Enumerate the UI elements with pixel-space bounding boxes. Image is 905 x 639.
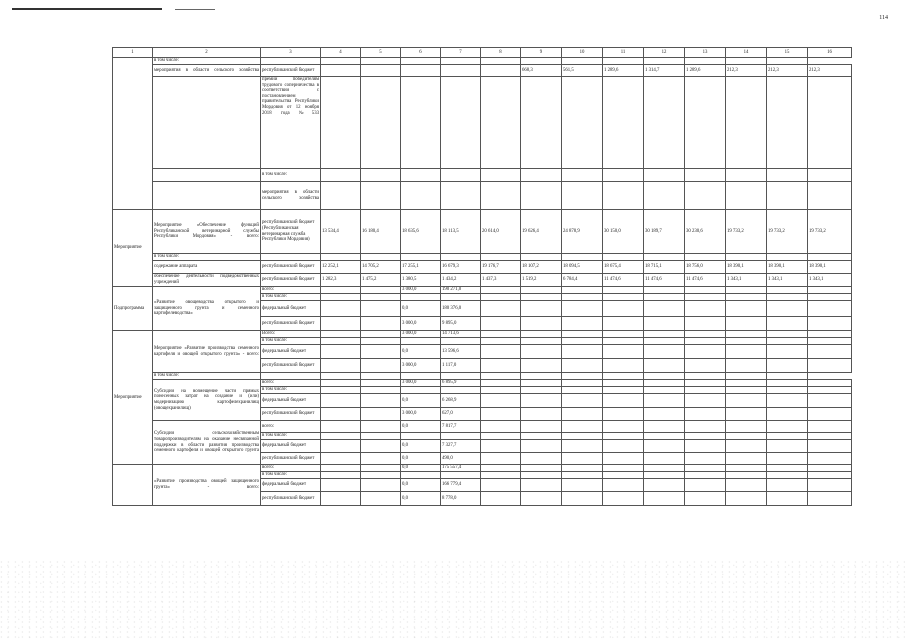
- cell-value: 30 150,0: [603, 210, 644, 254]
- table-row: [113, 465, 852, 472]
- row-group-cell: [113, 58, 153, 210]
- cell-value: 3 000,0: [401, 331, 441, 338]
- cell-value: 1 475,2: [361, 274, 401, 287]
- cell-value: 166 779,4: [441, 479, 481, 492]
- table-row: [113, 274, 852, 287]
- cell-value: 30 189,7: [644, 210, 685, 254]
- cell-value: 18 094,5: [562, 261, 603, 274]
- cell-value: 12 252,1: [321, 261, 361, 274]
- row-type: Подпрограмма: [113, 287, 153, 331]
- table-row: [113, 58, 852, 65]
- column-header: 13: [685, 48, 726, 58]
- table-row: [113, 373, 852, 380]
- cell-source: республиканский бюджет: [261, 317, 321, 331]
- cell-value: 19 176,7: [481, 261, 521, 274]
- cell-value: 212,3: [726, 65, 767, 77]
- column-header: 10: [562, 48, 603, 58]
- column-header: 1: [113, 48, 153, 58]
- column-header: 8: [481, 48, 521, 58]
- cell-label: «Развитие производства овощей защищенного грунта» - всего:: [153, 465, 261, 506]
- cell-source: всего:: [261, 421, 321, 433]
- cell-value: 7 817,7: [441, 421, 481, 433]
- cell-value: 18 113,5: [441, 210, 481, 254]
- cell-value: 6 784,4: [562, 274, 603, 287]
- cell-value: 11 474,6: [685, 274, 726, 287]
- table-row: [113, 210, 852, 254]
- cell-value: 1 343,1: [726, 274, 767, 287]
- cell-value: 627,0: [441, 408, 481, 421]
- cell-value: 17 255,1: [401, 261, 441, 274]
- cell-value: 1 117,0: [441, 359, 481, 373]
- cell-value: 9 895,0: [441, 317, 481, 331]
- table-row: [113, 261, 852, 274]
- cell-value: 1 289,6: [685, 65, 726, 77]
- cell-value: 0,0: [401, 394, 441, 408]
- cell-value: 16 679,3: [441, 261, 481, 274]
- cell-value: 18 675,4: [603, 261, 644, 274]
- cell-source: федеральный бюджет: [261, 440, 321, 453]
- table-row: [113, 65, 852, 77]
- cell-value: 3 000,0: [401, 380, 441, 387]
- cell-value: 24 878,9: [562, 210, 603, 254]
- cell-source: федеральный бюджет: [261, 301, 321, 317]
- cell-value: 3 000,0: [401, 287, 441, 294]
- cell-value: 19 733,2: [767, 210, 808, 254]
- cell-value: 14 705,2: [361, 261, 401, 274]
- cell-value: 6 895,9: [441, 380, 481, 387]
- column-header: 11: [603, 48, 644, 58]
- cell-value: 490,0: [441, 453, 481, 465]
- table-row: [113, 331, 852, 338]
- cell-source: республиканский бюджет: [261, 453, 321, 465]
- cell-source: в том числе:: [261, 169, 321, 182]
- cell-value: 1 314,7: [644, 65, 685, 77]
- budget-table: [112, 47, 852, 506]
- row-type: Мероприятие: [113, 210, 153, 287]
- cell-value: 1 380,5: [401, 274, 441, 287]
- table-row: [113, 77, 852, 169]
- cell-value: 11 474,6: [603, 274, 644, 287]
- cell-value: 0,0: [401, 479, 441, 492]
- cell-value: 6 268,9: [441, 394, 481, 408]
- cell-label: в том числе:: [153, 58, 261, 65]
- table-row: [113, 380, 852, 387]
- cell-source: республиканский бюджет: [261, 65, 321, 77]
- cell-value: 1 434,2: [441, 274, 481, 287]
- cell-source: всего:: [261, 380, 321, 387]
- cell-value: 668,3: [521, 65, 562, 77]
- cell-value: 8 778,0: [441, 492, 481, 506]
- cell-value: 1 282,3: [321, 274, 361, 287]
- cell-value: 18 635,6: [401, 210, 441, 254]
- column-header: 12: [644, 48, 685, 58]
- cell-value: 14 713,6: [441, 331, 481, 338]
- cell-source: мероприятия в области сельского хозяйства: [261, 182, 321, 210]
- column-header: 16: [808, 48, 852, 58]
- cell-value: 0,0: [401, 453, 441, 465]
- cell-value: 13 534,4: [321, 210, 361, 254]
- column-header: 3: [261, 48, 321, 58]
- cell-value: 1 519,2: [521, 274, 562, 287]
- cell-value: 18 107,2: [521, 261, 562, 274]
- cell-value: 18 756,0: [685, 261, 726, 274]
- cell-value: 7 327,7: [441, 440, 481, 453]
- cell-source: федеральный бюджет: [261, 479, 321, 492]
- cell-label: в том числе:: [153, 254, 261, 261]
- cell-source: в том числе:: [261, 294, 321, 301]
- table-row: [113, 254, 852, 261]
- cell-value: 0,0: [401, 301, 441, 317]
- column-header: 4: [321, 48, 361, 58]
- cell-source: всего:: [261, 465, 321, 472]
- cell-value: 0,0: [401, 421, 441, 433]
- cell-label: содержание аппарата: [153, 261, 261, 274]
- cell-value: 3 000,0: [401, 408, 441, 421]
- cell-source: республиканский бюджет: [261, 408, 321, 421]
- column-header: 14: [726, 48, 767, 58]
- cell-source: республиканский бюджет: [261, 274, 321, 287]
- column-header: 2: [153, 48, 261, 58]
- cell-value: 1 289,6: [603, 65, 644, 77]
- cell-source: всего:: [261, 287, 321, 294]
- cell-source: республиканский бюджет: [261, 492, 321, 506]
- column-header: 9: [521, 48, 562, 58]
- cell-value: 0,0: [401, 492, 441, 506]
- scan-artifact: [12, 8, 162, 10]
- cell-source: республиканский бюджет: [261, 261, 321, 274]
- cell-source: в том числе:: [261, 387, 321, 394]
- cell-value: 212,3: [808, 65, 852, 77]
- cell-source: в том числе:: [261, 472, 321, 479]
- cell-value: 16 180,4: [361, 210, 401, 254]
- cell-value: 20 614,0: [481, 210, 521, 254]
- column-header: 6: [401, 48, 441, 58]
- cell-source: премии победителям трудового соперничества в соответствии с постановлением правительства Республики Мордовия от 12 ноября 2018 года №533: [261, 77, 321, 169]
- table-row: [113, 287, 852, 294]
- cell-value: 212,3: [767, 65, 808, 77]
- cell-value: 18 390,1: [808, 261, 852, 274]
- cell-label: в том числе:: [153, 373, 261, 380]
- cell-value: 19 733,2: [726, 210, 767, 254]
- cell-label: Мероприятие «Обеспечение функций Республиканской ветеринарной службы Республики Мордовия» - всего:: [153, 210, 261, 254]
- scan-artifact: [175, 9, 215, 10]
- cell-label: мероприятия в области сельского хозяйства: [153, 65, 261, 77]
- cell-value: 0,0: [401, 345, 441, 359]
- cell-value: 18 390,1: [767, 261, 808, 274]
- cell-value: 18 715,1: [644, 261, 685, 274]
- header-row: [113, 48, 852, 58]
- cell-label: Субсидии на возмещение части прямых понесенных затрат на создание и (или) модернизацию картофелехранилищ (овощехранилищ): [153, 380, 261, 421]
- row-group-cell: [113, 465, 153, 506]
- cell-label: обеспечение деятельности подведомственных учреждений: [154, 274, 259, 285]
- cell-value: 3 000,0: [401, 359, 441, 373]
- cell-value: 19 733,2: [808, 210, 852, 254]
- cell-source: республиканский бюджет (Республиканская ветеринарная служба Республики Мордовия): [261, 210, 321, 254]
- row-type: Мероприятие: [113, 331, 153, 465]
- column-header: 15: [767, 48, 808, 58]
- cell-value: 1 343,1: [767, 274, 808, 287]
- cell-label: Субсидии сельскохозяйственным товаропроизводителям на оказание несвязанной поддержки в области развития производства семенного картофеля и овощей открытого грунта: [153, 421, 261, 465]
- cell-value: 180 376,0: [441, 301, 481, 317]
- cell-value: 19 626,4: [521, 210, 562, 254]
- cell-value: 18 390,1: [726, 261, 767, 274]
- column-header: 5: [361, 48, 401, 58]
- cell-label: Мероприятие «Развитие производства семенного картофеля и овощей открытого грунта» - всего:: [153, 331, 261, 373]
- cell-value: 0,0: [401, 440, 441, 453]
- cell-label: «Развитие овощеводства открытого и защищенного грунта и семенного картофелеводства»: [153, 287, 261, 331]
- cell-value: 11 474,6: [644, 274, 685, 287]
- cell-value: 30 230,6: [685, 210, 726, 254]
- cell-source: федеральный бюджет: [261, 345, 321, 359]
- cell-source: республиканский бюджет: [261, 359, 321, 373]
- table-row: [113, 421, 852, 433]
- cell-value: 190 271,0: [441, 287, 481, 294]
- scan-noise: [0, 560, 905, 639]
- cell-value: 3 000,0: [401, 317, 441, 331]
- cell-source: в том числе:: [261, 338, 321, 345]
- table-row: [113, 169, 852, 182]
- cell-source: Всего:: [261, 331, 321, 338]
- cell-value: 1 437,3: [481, 274, 521, 287]
- cell-value: 561,5: [562, 65, 603, 77]
- cell-source: в том числе:: [261, 433, 321, 440]
- cell-value: 13 596,6: [441, 345, 481, 359]
- cell-source: федеральный бюджет: [261, 394, 321, 408]
- table-row: [113, 182, 852, 210]
- cell-value: 0,0: [401, 465, 441, 472]
- column-header: 7: [441, 48, 481, 58]
- cell-value: 1 343,1: [808, 274, 852, 287]
- cell-value: 175 557,4: [441, 465, 481, 472]
- page-number: 114: [879, 15, 888, 21]
